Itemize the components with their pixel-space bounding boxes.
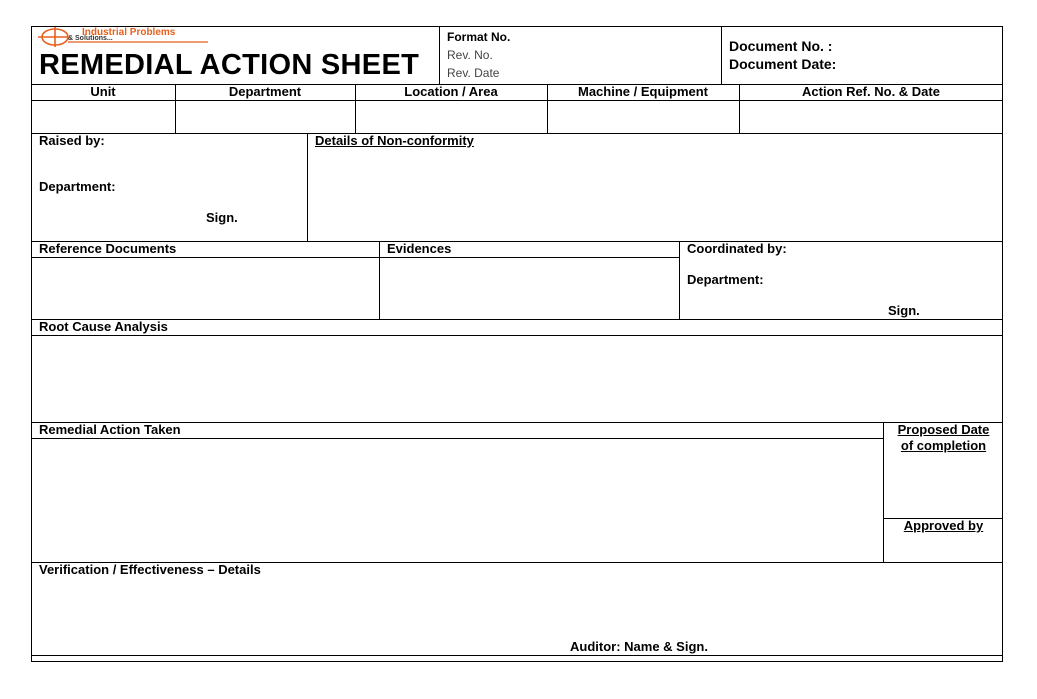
document-no-label: Document No. : (729, 38, 833, 54)
details-nonconformity-heading: Details of Non-conformity (315, 133, 474, 148)
raised-divider (307, 133, 308, 241)
reference-divider-2 (679, 241, 680, 319)
document-date-label: Document Date: (729, 56, 837, 72)
rev-no-label: Rev. No. (447, 48, 493, 62)
rule-remedial-heading-bottom (31, 438, 883, 439)
root-cause-heading: Root Cause Analysis (39, 319, 168, 334)
rule-verification-bottom (31, 655, 1003, 656)
column-header-machine: Machine / Equipment (577, 84, 708, 99)
rule-columns-input-bottom (31, 133, 1003, 134)
column-header-department: Department (228, 84, 302, 99)
rule-columns-bottom (31, 100, 1003, 101)
column-header-action-ref: Action Ref. No. & Date (802, 84, 940, 99)
page-title: REMEDIAL ACTION SHEET (39, 49, 420, 81)
rule-raised-bottom (31, 241, 1003, 242)
remedial-action-heading: Remedial Action Taken (39, 422, 181, 437)
proposed-date-heading-line2: of completion (900, 438, 987, 453)
raised-department-label: Department: (39, 179, 116, 194)
reference-documents-heading: Reference Documents (39, 241, 177, 256)
header-divider-2 (721, 26, 722, 84)
verification-heading: Verification / Effectiveness – Details (39, 562, 261, 577)
company-logo (38, 27, 210, 47)
coordinated-sign-label: Sign. (888, 303, 920, 318)
raised-sign-label: Sign. (206, 210, 238, 225)
raised-by-label: Raised by: (39, 133, 105, 148)
rev-date-label: Rev. Date (447, 66, 500, 80)
header-divider-1 (439, 26, 440, 84)
logo-line2: & Solutions... (68, 35, 113, 42)
logo-line1: Industrial Problems (82, 27, 176, 38)
auditor-sign-label: Auditor: Name & Sign. (570, 639, 708, 654)
coordinated-by-label: Coordinated by: (687, 241, 787, 256)
proposed-date-heading-line1: Proposed Date (897, 422, 990, 437)
rule-reference-bottom (31, 319, 1003, 320)
rule-reference-heading-bottom (31, 257, 680, 258)
approved-by-heading: Approved by (903, 518, 984, 533)
column-header-unit: Unit (90, 84, 116, 99)
coordinated-department-label: Department: (687, 272, 764, 287)
rule-root-cause-heading-bottom (31, 335, 1003, 336)
evidences-heading: Evidences (387, 241, 452, 256)
column-header-location: Location / Area (404, 84, 498, 99)
reference-divider-1 (379, 241, 380, 319)
format-no-label: Format No. (447, 30, 511, 44)
